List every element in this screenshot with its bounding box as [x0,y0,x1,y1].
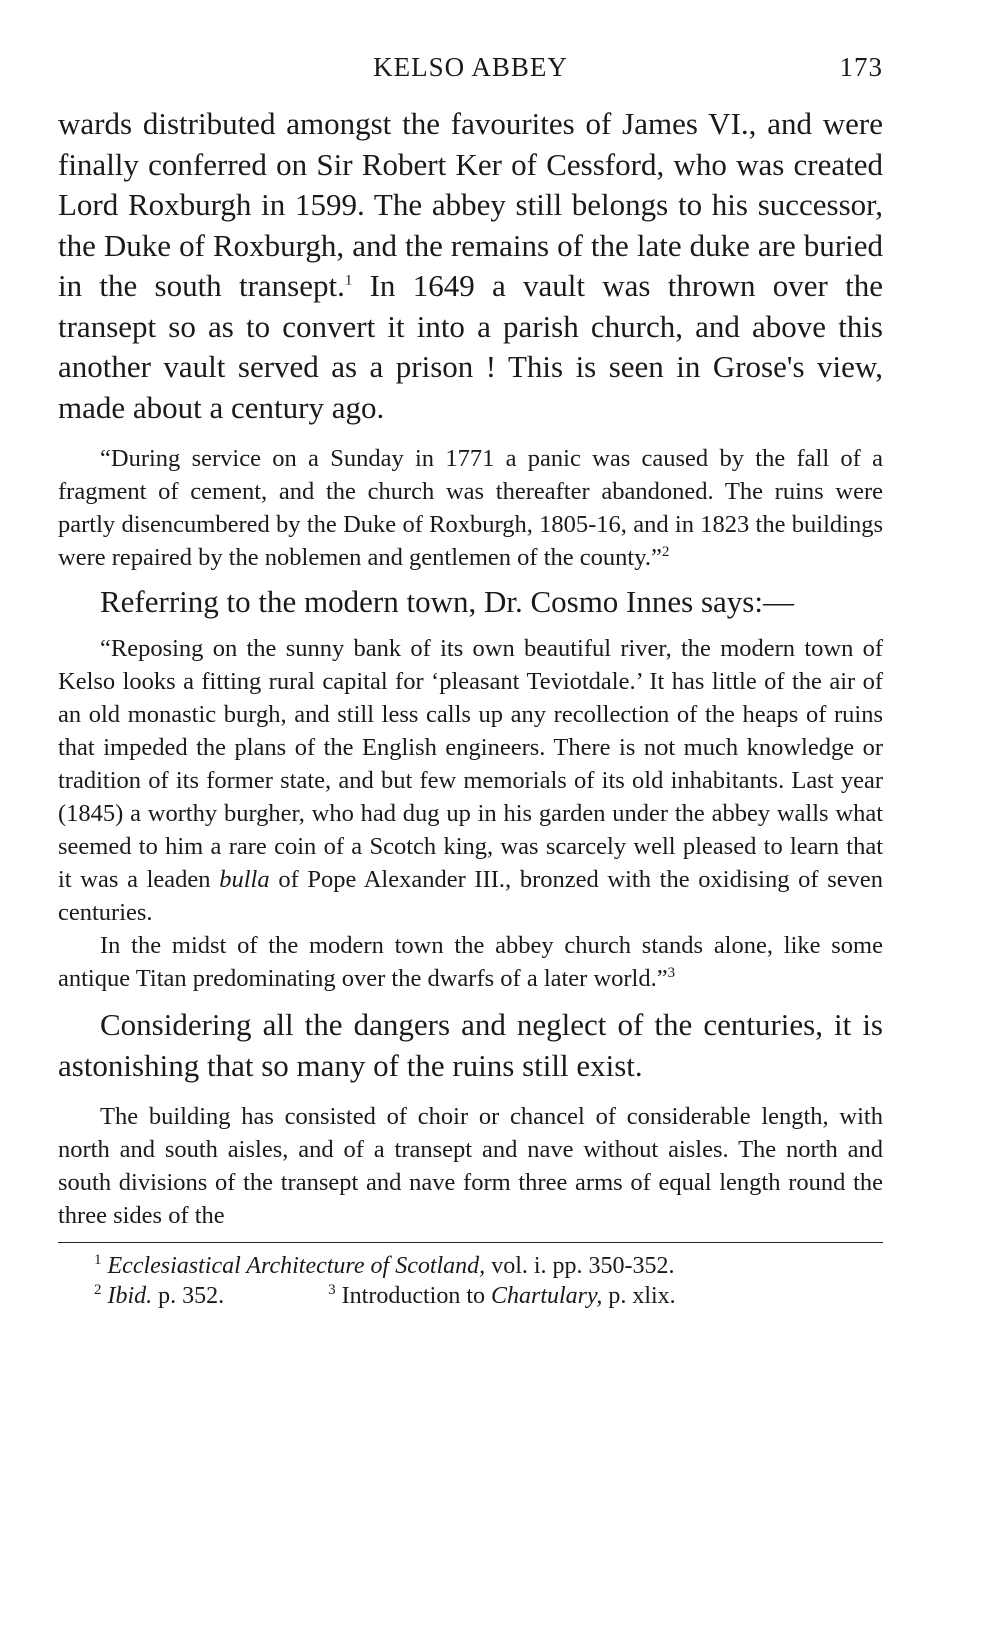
paragraph-4 [58,1100,883,1232]
footnote-3-title: Chartulary, [490,1283,603,1309]
footnote-2-mark: 2 [94,1282,102,1298]
quotation-2 [58,632,883,995]
quotation-2-italic: bulla [219,866,270,893]
footnote-3-text2: p. xlix. [608,1283,676,1309]
paragraph-4-text: The building has consisted of choir or chancel of considerable length, with north and south aisles, and of a transept and nave without aisles. The north and south divisions of the transept and nave form three arms of equal length round the three sides of the [58,1103,883,1229]
quotation-1 [58,442,883,574]
footnotes [58,1251,883,1311]
opening-paragraph [58,104,883,428]
footnote-1 [94,1251,883,1281]
footnote-2-3 [94,1281,883,1311]
footnote-1-title: Ecclesiastical Architecture of Scotland, [107,1253,486,1279]
footnote-1-mark: 1 [94,1252,102,1268]
quotation-2-text-b: of Pope Alexander III., bronzed with the oxidising of seven centuries. [58,866,884,926]
footnote-1-text: vol. i. pp. 350-352. [491,1253,675,1279]
page-number: 173 [839,52,883,82]
quotation-2-text-c: In the midst of the modern town the abbey church stands alone, like some antique Titan predominating over the dwarfs of a later world.” [58,932,883,992]
paragraph-1-continued: In 1649 a vault was thrown over the transept so as to convert it into a parish church, and above this another vault served as a prison ! This is seen in Grose's view, made about a century ago. [58,268,884,425]
footnote-2-title: Ibid. [107,1283,153,1309]
quotation-2-text-a: “Reposing on the sunny bank of its own beautiful river, the modern town of Kelso looks a fitting rural capital for ‘pleasant Teviotdale.’ It has little of the air of an old monastic burgh, and still less calls up any recollection of the heaps of ruins that impeded the plans of the English engineers. There is not much knowledge or tradition of its former state, and but few memorials of its old inhabitants. Last year (1845) a worthy burgher, who had dug up in his garden under the abbey walls what seemed to him a rare coin of a Scotch king, was scarcely well pleased to learn that it was a leaden [58,635,883,893]
paragraph-3: Considering all the dangers and neglect of the centuries, it is astonishing that so many of the ruins still exist. [58,1007,883,1083]
quotation-1-text: “During service on a Sunday in 1771 a panic was caused by the fall of a fragment of cement, and the church was thereafter abandoned. The ruins were partly disencumbered by the Duke of Roxburgh, 1805-16, and in 1823 the buildings were repaired by the noblemen and gentlemen of the county.” [58,445,883,571]
footnote-ref-2: 2 [661,543,670,560]
paragraph-1-text: wards distributed amongst the favourites of James VI., and were finally conferred on Sir Robert Ker of Cessford, who was created Lord Roxburgh in 1599. The abbey still belongs to his successor, the Duke of Roxburgh, and the remains of the late duke are buried in the south transept. [58,106,883,303]
footnote-3-mark: 3 [328,1282,336,1298]
paragraph-2: Referring to the modern town, Dr. Cosmo Innes says:— [100,584,794,619]
running-title: KELSO ABBEY [373,52,568,82]
footnote-3-text: Introduction to [341,1283,485,1309]
running-header [58,48,883,88]
footnote-divider [58,1242,883,1243]
book-page [58,48,883,1311]
footnote-ref-1: 1 [344,272,353,289]
footnote-ref-3: 3 [667,964,676,981]
footnote-2-text: p. 352. [158,1283,225,1309]
